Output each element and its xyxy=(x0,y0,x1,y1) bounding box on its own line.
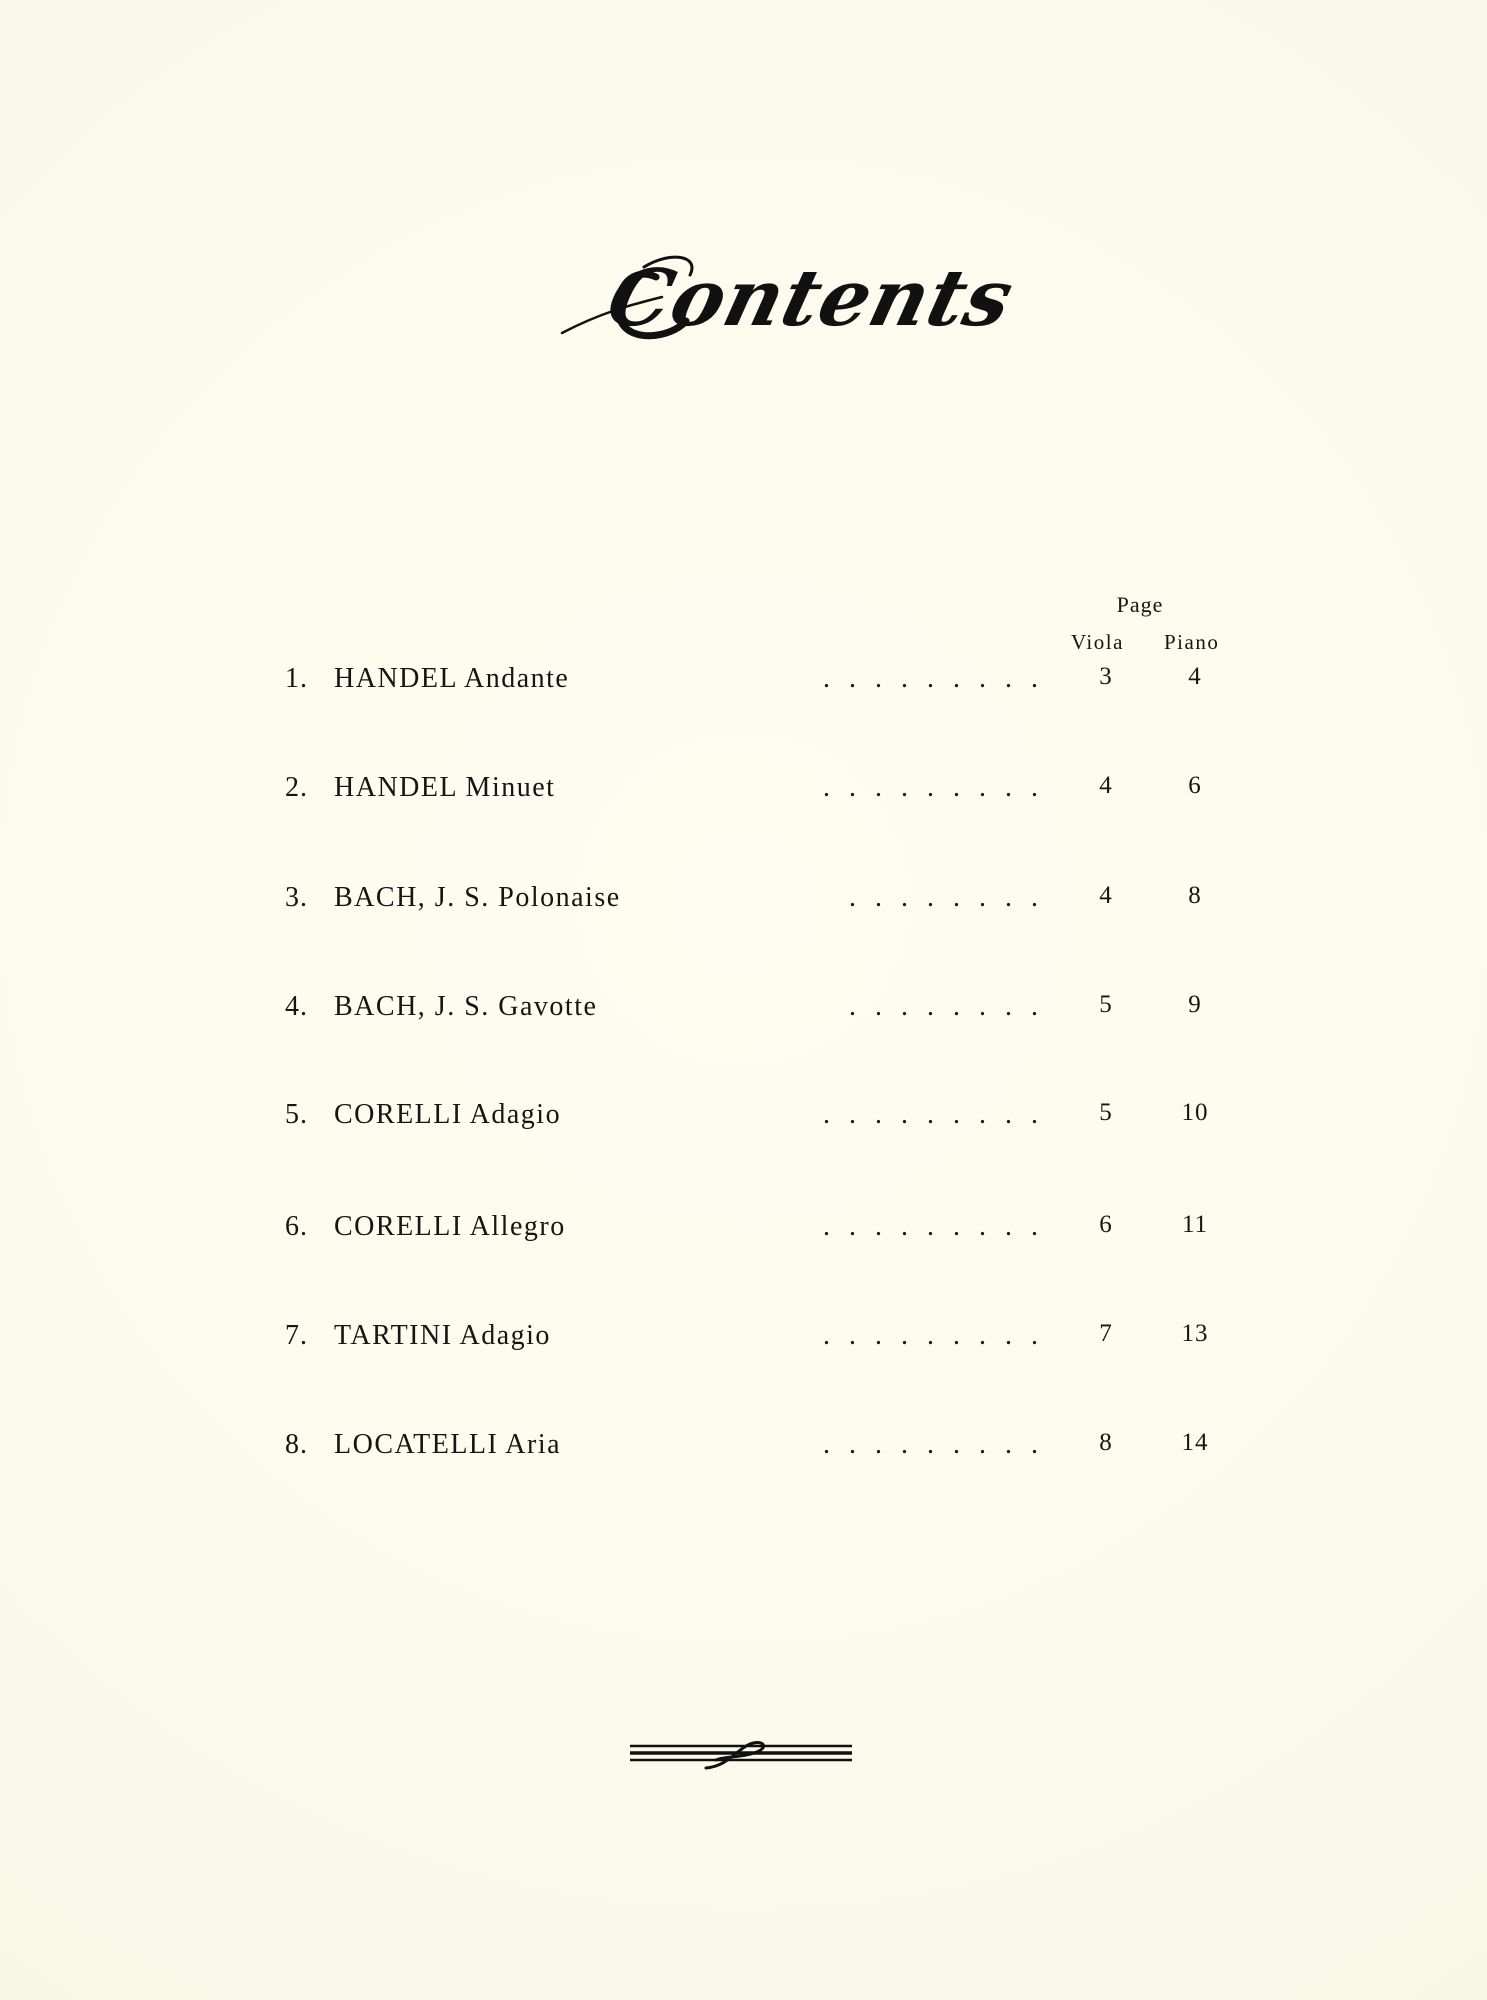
dot-leader: ......... xyxy=(823,1099,1057,1130)
dot-leader: ......... xyxy=(823,1320,1057,1351)
entry-viola-page: 5 xyxy=(1099,1099,1113,1126)
entry-number: 6. xyxy=(285,1211,308,1242)
entry-piano-page: 11 xyxy=(1181,1211,1209,1238)
entry-title: BACH, J. S. Gavotte xyxy=(334,991,598,1022)
dot-leader: ........ xyxy=(849,991,1057,1022)
entry-number: 1. xyxy=(285,663,308,694)
contents-entry xyxy=(0,1211,1487,1251)
entry-viola-page: 3 xyxy=(1099,663,1113,690)
contents-entry xyxy=(0,991,1487,1031)
entry-viola-page: 6 xyxy=(1099,1211,1113,1238)
entry-piano-page: 10 xyxy=(1181,1099,1209,1126)
entry-title: BACH, J. S. Polonaise xyxy=(334,882,621,913)
entry-viola-page: 7 xyxy=(1099,1320,1113,1347)
entry-piano-page: 8 xyxy=(1188,882,1202,909)
entry-number: 7. xyxy=(285,1320,308,1351)
contents-entry xyxy=(0,663,1487,703)
dot-leader: ........ xyxy=(849,882,1057,913)
contents-entry xyxy=(0,772,1487,812)
page-column-header: Page xyxy=(1116,592,1164,617)
contents-entry xyxy=(0,882,1487,922)
contents-entry xyxy=(0,1429,1487,1469)
entry-viola-page: 4 xyxy=(1099,882,1113,909)
piano-column-header: Piano xyxy=(1164,630,1220,654)
entry-viola-page: 5 xyxy=(1099,991,1113,1018)
ornament-divider-icon xyxy=(628,1738,854,1774)
dot-leader: ......... xyxy=(823,1429,1057,1460)
viola-column-header: Viola xyxy=(1071,630,1124,654)
entry-title: LOCATELLI Aria xyxy=(334,1429,562,1460)
title-text: Contents xyxy=(598,253,1023,344)
entry-number: 3. xyxy=(285,882,308,913)
entry-viola-page: 4 xyxy=(1099,772,1113,799)
entry-title: CORELLI Allegro xyxy=(334,1211,566,1242)
entry-title: HANDEL Minuet xyxy=(334,772,556,803)
entry-title: HANDEL Andante xyxy=(334,663,570,694)
dot-leader: ......... xyxy=(823,663,1057,694)
contents-entry xyxy=(0,1099,1487,1139)
entry-piano-page: 6 xyxy=(1188,772,1202,799)
entry-piano-page: 9 xyxy=(1188,991,1202,1018)
dot-leader: ......... xyxy=(823,772,1057,803)
entry-piano-page: 14 xyxy=(1181,1429,1209,1456)
entry-piano-page: 13 xyxy=(1181,1320,1209,1347)
dot-leader: ......... xyxy=(823,1211,1057,1242)
entry-piano-page: 4 xyxy=(1188,663,1202,690)
entry-title: CORELLI Adagio xyxy=(334,1099,562,1130)
entry-number: 4. xyxy=(285,991,308,1022)
entry-number: 2. xyxy=(285,772,308,803)
entry-viola-page: 8 xyxy=(1099,1429,1113,1456)
entry-number: 5. xyxy=(285,1099,308,1130)
entry-title: TARTINI Adagio xyxy=(334,1320,551,1351)
entry-number: 8. xyxy=(285,1429,308,1460)
contents-entry xyxy=(0,1320,1487,1360)
